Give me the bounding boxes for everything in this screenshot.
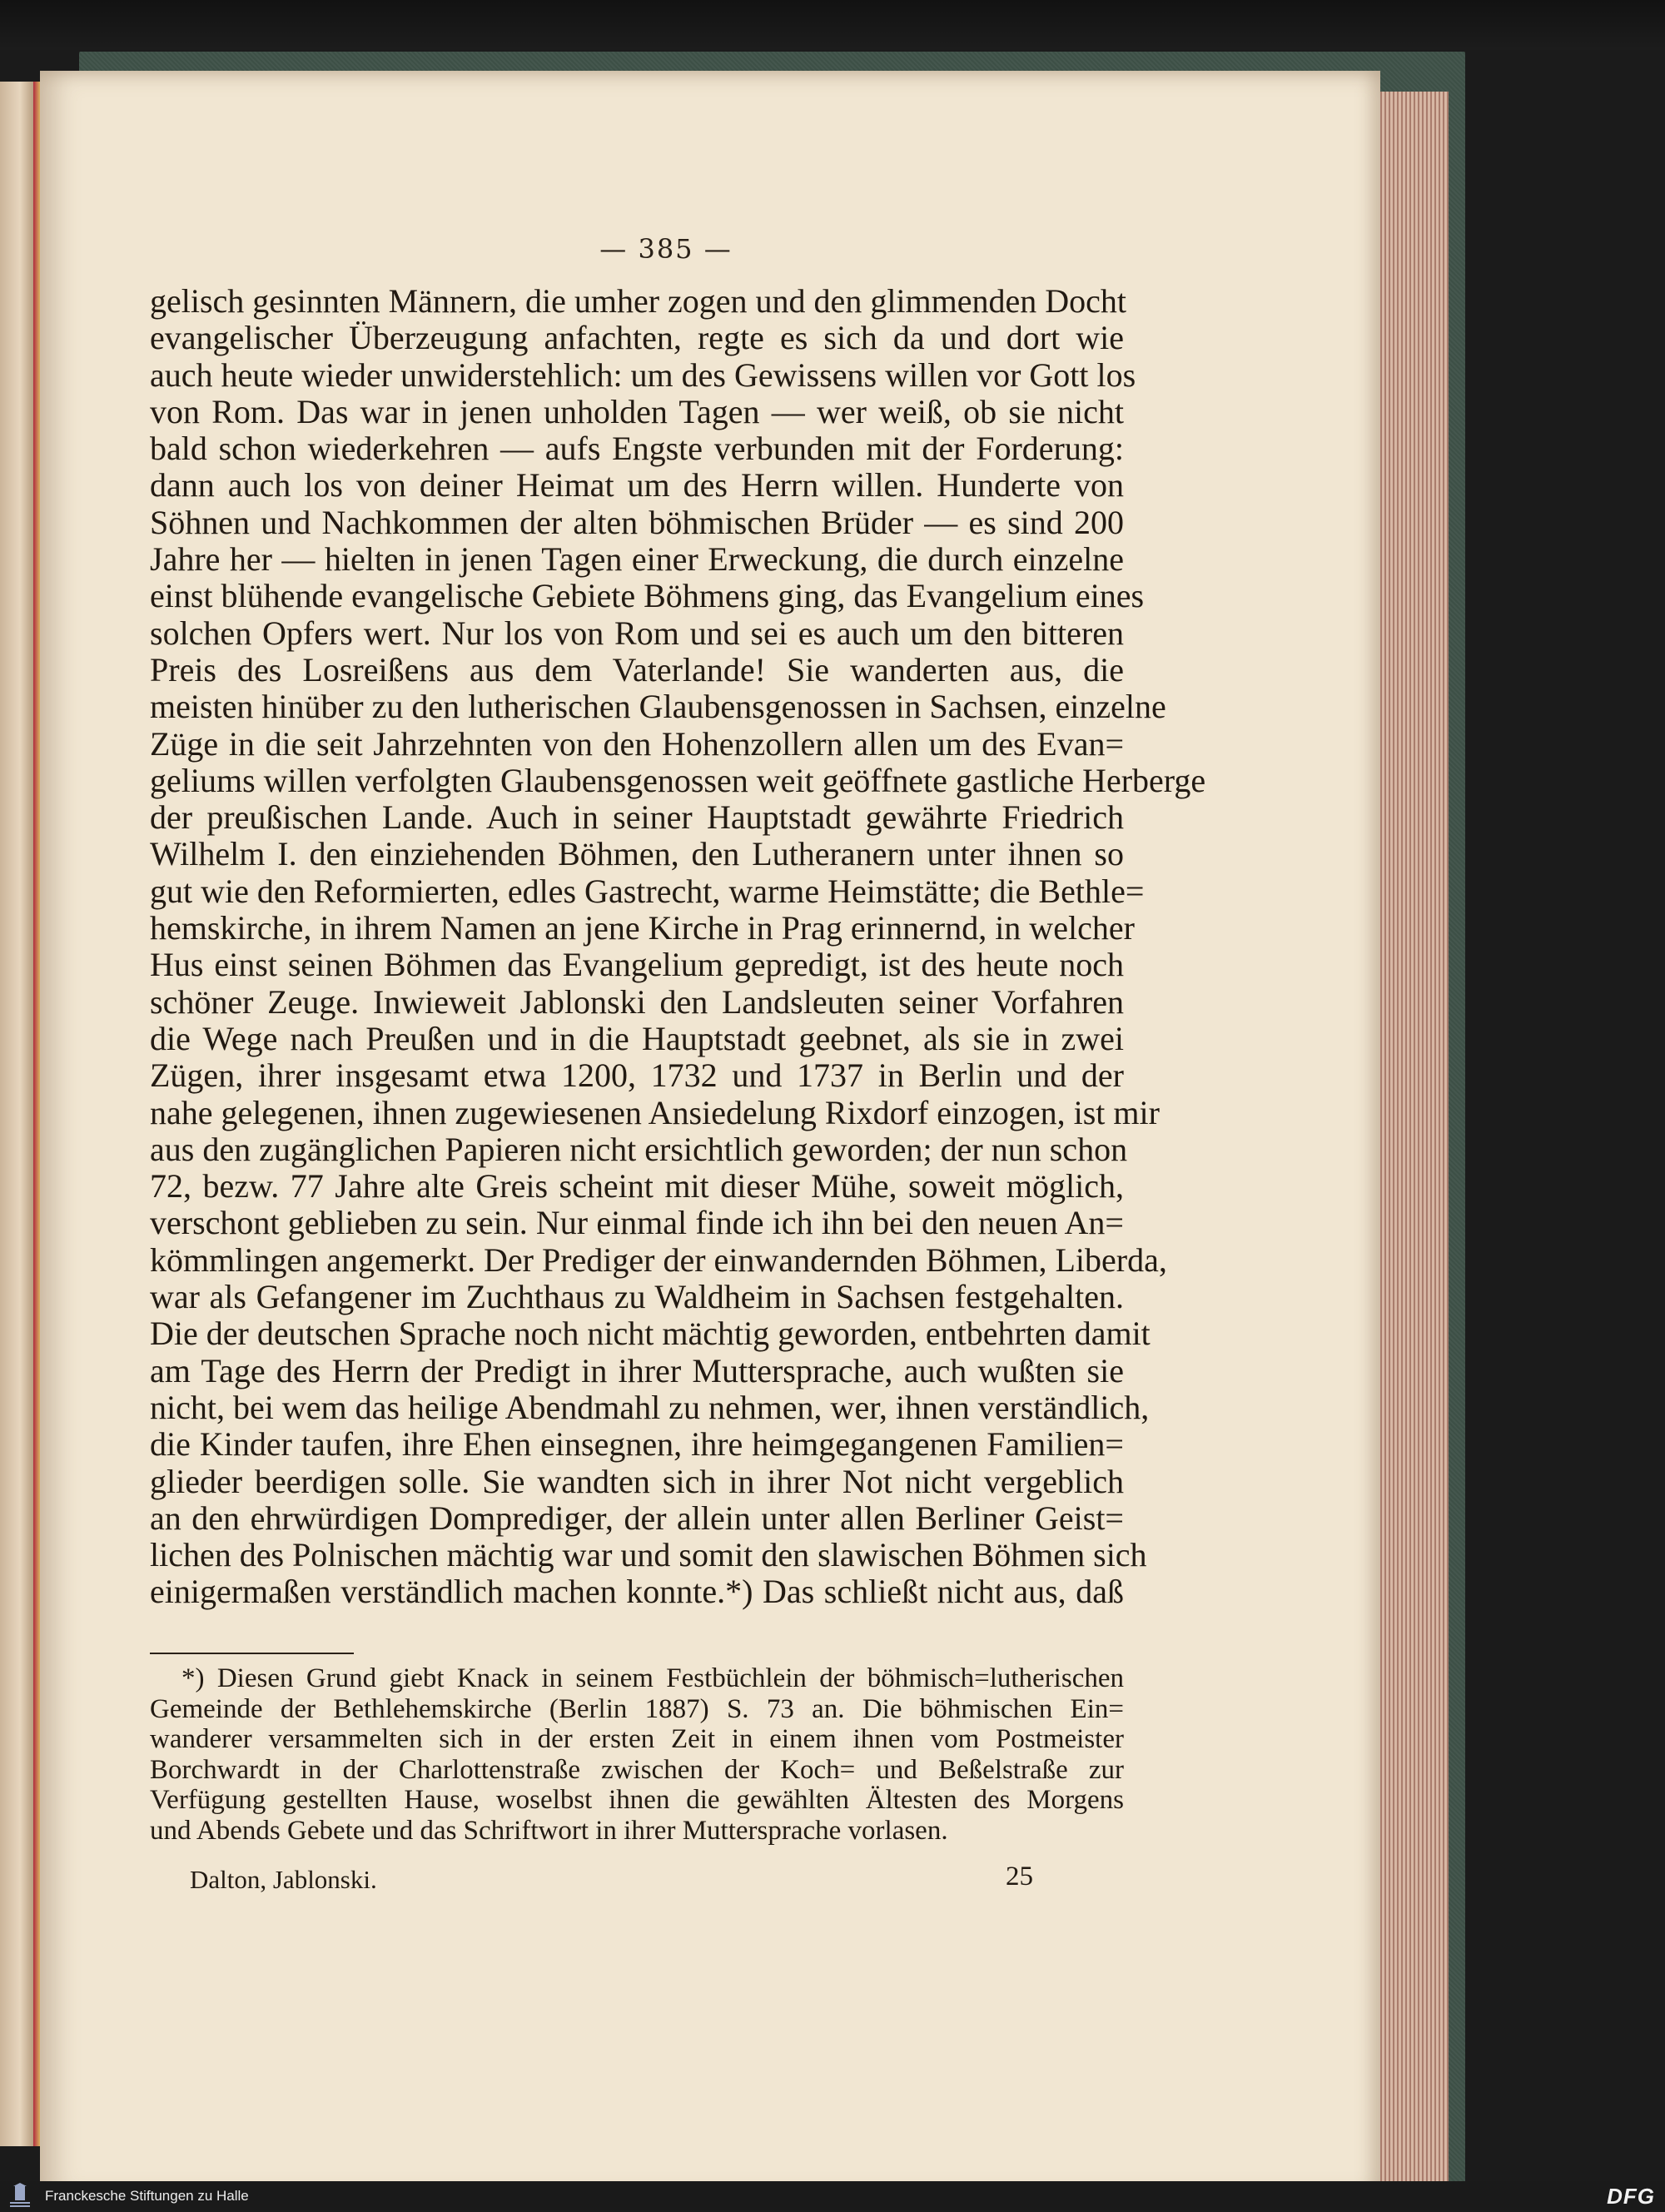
text-line: einst blühende evangelische Gebiete Böhmens ging, das Evangelium eines	[150, 577, 1145, 615]
footnote-line: und Abends Gebete und das Schriftwort in ihrer Muttersprache vorlasen.	[150, 1815, 948, 1846]
page-header: — 385 —	[599, 233, 733, 265]
text-line: evangelischer Überzeugung anfachten, regte es sich da und dort wie	[150, 319, 1124, 357]
text-line: nahe gelegenen, ihnen zugewiesenen Ansiedelung Rixdorf einzogen, ist mir	[150, 1093, 1160, 1131]
text-line: dann auch los von deiner Heimat um des Herrn willen. Hunderte von	[150, 466, 1124, 505]
text-line: gut wie den Reformierten, edles Gastrecht, warme Heimstätte; die Bethle=	[150, 872, 1145, 910]
text-line: verschont geblieben zu sein. Nur einmal finde ich ihn bei den neuen An=	[150, 1204, 1124, 1242]
footnote-line: Verfügung gestellten Hause, woselbst ihnen die gewählten Ältesten des Morgens	[150, 1785, 1124, 1816]
footnote	[150, 1663, 1124, 1847]
text-line: solchen Opfers wert. Nur los von Rom und sei es auch um den bitteren	[150, 614, 1124, 652]
text-line: Hus einst seinen Böhmen das Evangelium gepredigt, ist des heute noch	[150, 946, 1124, 984]
text-line: Die der deutschen Sprache noch nicht mächtig geworden, entbehrten damit	[150, 1315, 1151, 1353]
printer-signature: Dalton, Jablonski.	[190, 1865, 377, 1894]
text-line: lichen des Polnischen mächtig war und somit den slawischen Böhmen sich	[150, 1536, 1147, 1574]
franckesche-stiftungen-logo-icon	[3, 2183, 37, 2208]
text-line: bald schon wiederkehren — aufs Engste verbunden mit der Forderung:	[150, 430, 1124, 468]
footnote-line: wanderer versammelten sich in der ersten Zeit in einem ihnen vom Postmeister	[150, 1724, 1124, 1755]
footnote-line: *) Diesen Grund giebt Knack in seinem Festbüchlein der böhmisch=lutherischen	[181, 1663, 1124, 1693]
scan-background	[0, 0, 1665, 50]
viewer-footer	[0, 2181, 1665, 2210]
text-line: Wilhelm I. den einziehenden Böhmen, den Lutheranern unter ihnen so	[150, 835, 1124, 873]
text-line: schöner Zeuge. Inwieweit Jablonski den Landsleuten seiner Vorfahren	[150, 982, 1124, 1021]
text-line: an den ehrwürdigen Domprediger, der allein unter allen Berliner Geist=	[150, 1499, 1124, 1537]
dfg-logo: DFG	[1607, 2184, 1655, 2209]
text-line: die Wege nach Preußen und in die Hauptstadt geebnet, als sie in zwei	[150, 1019, 1124, 1057]
text-line: die Kinder taufen, ihre Ehen einsegnen, ihre heimgegangenen Familien=	[150, 1425, 1124, 1464]
text-line: am Tage des Herrn der Predigt in ihrer Muttersprache, auch wußten sie	[150, 1351, 1124, 1389]
text-line: gelisch gesinnten Männern, die umher zogen und den glimmenden Docht	[150, 282, 1127, 320]
facing-page-edge	[0, 82, 33, 2146]
text-line: geliums willen verfolgten Glaubensgenossen weit geöffnete gastliche Herberge	[150, 761, 1206, 799]
text-line: war als Gefangener im Zuchthaus zu Waldheim in Sachsen festgehalten.	[150, 1278, 1124, 1316]
text-line: von Rom. Das war in jenen unholden Tagen — wer weiß, ob sie nicht	[150, 392, 1124, 430]
text-line: nicht, bei wem das heilige Abendmahl zu nehmen, wer, ihnen verständlich,	[150, 1388, 1150, 1426]
institution-name: Franckesche Stiftungen zu Halle	[45, 2188, 249, 2204]
text-line: aus den zugänglichen Papieren nicht ersichtlich geworden; der nun schon	[150, 1130, 1128, 1168]
footnote-line: Gemeinde der Bethlehemskirche (Berlin 1887) S. 73 an. Die böhmischen Ein=	[150, 1693, 1124, 1724]
text-line: meisten hinüber zu den lutherischen Glaubensgenossen in Sachsen, einzelne	[150, 688, 1166, 726]
text-line: Jahre her — hielten in jenen Tagen einer Erweckung, die durch einzelne	[150, 540, 1124, 579]
text-line: Preis des Losreißens aus dem Vaterlande! Sie wanderten aus, die	[150, 650, 1124, 688]
text-line: kömmlingen angemerkt. Der Prediger der einwandernden Böhmen, Liberda,	[150, 1240, 1167, 1279]
text-line: einigermaßen verständlich machen konnte.*) Das schließt nicht aus, daß	[150, 1573, 1124, 1611]
text-line: hemskirche, in ihrem Namen an jene Kirche in Prag erinnernd, in welcher	[150, 909, 1135, 947]
text-line: Züge in die seit Jahrzehnten von den Hohenzollern allen um des Evan=	[150, 724, 1124, 763]
text-line: 72, bezw. 77 Jahre alte Greis scheint mit dieser Mühe, soweit möglich,	[150, 1167, 1124, 1205]
text-line: der preußischen Lande. Auch in seiner Hauptstadt gewährte Friedrich	[150, 798, 1124, 837]
sheet-number: 25	[1006, 1862, 1033, 1891]
text-line: Söhnen und Nachkommen der alten böhmischen Brüder — es sind 200	[150, 503, 1124, 541]
page-block-edges	[1372, 92, 1449, 2190]
main-text	[150, 282, 1206, 1611]
text-line: auch heute wieder unwiderstehlich: um des Gewissens willen vor Gott los	[150, 355, 1136, 394]
text-line: glieder beerdigen solle. Sie wandten sich in ihrer Not nicht vergeblich	[150, 1462, 1124, 1500]
text-line: Zügen, ihrer insgesamt etwa 1200, 1732 und 1737 in Berlin und der	[150, 1056, 1124, 1095]
footnote-line: Borchwardt in der Charlottenstraße zwischen der Koch= und Beßelstraße zur	[150, 1754, 1124, 1785]
headband	[33, 82, 40, 2146]
footnote-rule	[150, 1653, 354, 1654]
